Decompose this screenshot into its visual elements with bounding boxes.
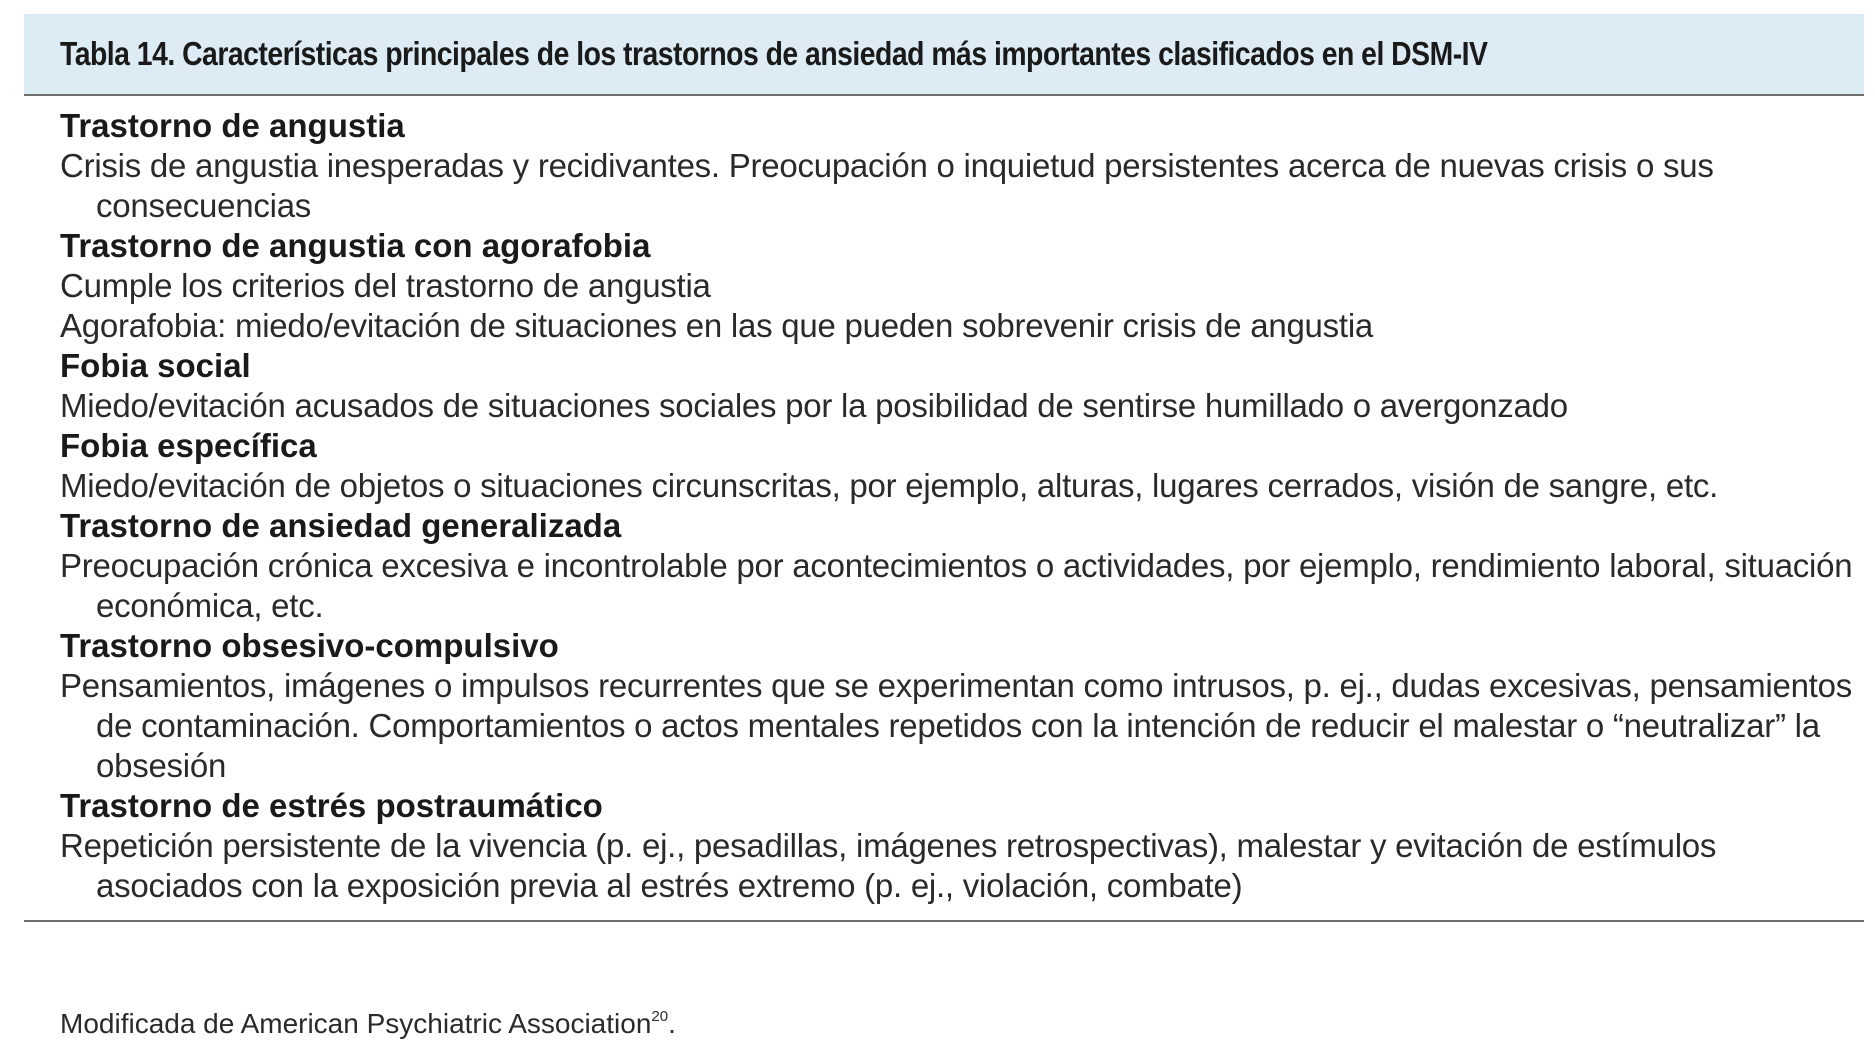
disorder-heading: Fobia social bbox=[60, 347, 251, 384]
disorder-heading: Trastorno obsesivo-compulsivo bbox=[60, 627, 559, 664]
table-title: Tabla 14. Características principales de los trastornos de ansiedad más importantes clasificados en el DSM-IV bbox=[60, 35, 1488, 72]
disorder-entry bbox=[60, 106, 1864, 226]
disorder-description: Repetición persistente de la vivencia (p. ej., pesadillas, imágenes retrospectivas), malestar y evitación de estímulos asociados con la exposición previa al estrés extremo (p. ej., violación, combate) bbox=[60, 827, 1717, 904]
disorder-entry bbox=[60, 426, 1864, 506]
disorder-entry bbox=[60, 506, 1864, 626]
disorder-entry bbox=[60, 226, 1864, 346]
table-body bbox=[24, 96, 1864, 922]
disorder-entry bbox=[60, 626, 1864, 786]
disorder-heading: Trastorno de angustia bbox=[60, 107, 405, 144]
disorder-description: Crisis de angustia inesperadas y recidivantes. Preocupación o inquietud persistentes acerca de nuevas crisis o sus consecuencias bbox=[60, 147, 1714, 224]
footnote-text: Modificada de American Psychiatric Association bbox=[60, 1008, 652, 1039]
disorder-entry bbox=[60, 346, 1864, 426]
disorder-description: Cumple los criterios del trastorno de angustia bbox=[60, 267, 711, 304]
table-header bbox=[24, 14, 1864, 96]
footnote-end: . bbox=[668, 1008, 676, 1039]
disorder-heading: Fobia específica bbox=[60, 427, 317, 464]
disorder-entry bbox=[60, 786, 1864, 906]
disorder-description: Preocupación crónica excesiva e incontrolable por acontecimientos o actividades, por ejemplo, rendimiento laboral, situación económica, etc. bbox=[60, 547, 1853, 624]
disorder-heading: Trastorno de ansiedad generalizada bbox=[60, 507, 622, 544]
disorder-description: Agorafobia: miedo/evitación de situaciones en las que pueden sobrevenir crisis de angustia bbox=[60, 307, 1374, 344]
disorder-heading: Trastorno de angustia con agorafobia bbox=[60, 227, 651, 264]
disorder-description: Miedo/evitación de objetos o situaciones circunscritas, por ejemplo, alturas, lugares cerrados, visión de sangre, etc. bbox=[60, 467, 1719, 504]
footnote-reference: 20 bbox=[651, 1008, 669, 1025]
anxiety-disorders-table bbox=[24, 14, 1864, 922]
disorder-description: Miedo/evitación acusados de situaciones sociales por la posibilidad de sentirse humillado o avergonzado bbox=[60, 387, 1568, 424]
disorder-heading: Trastorno de estrés postraumático bbox=[60, 787, 603, 824]
source-footnote bbox=[60, 1008, 676, 1040]
disorder-description: Pensamientos, imágenes o impulsos recurrentes que se experimentan como intrusos, p. ej., dudas excesivas, pensamientos de contaminación. Comportamientos o actos mentales repetidos con la intención de reducir el malestar o “neutralizar” la obsesión bbox=[60, 667, 1852, 784]
